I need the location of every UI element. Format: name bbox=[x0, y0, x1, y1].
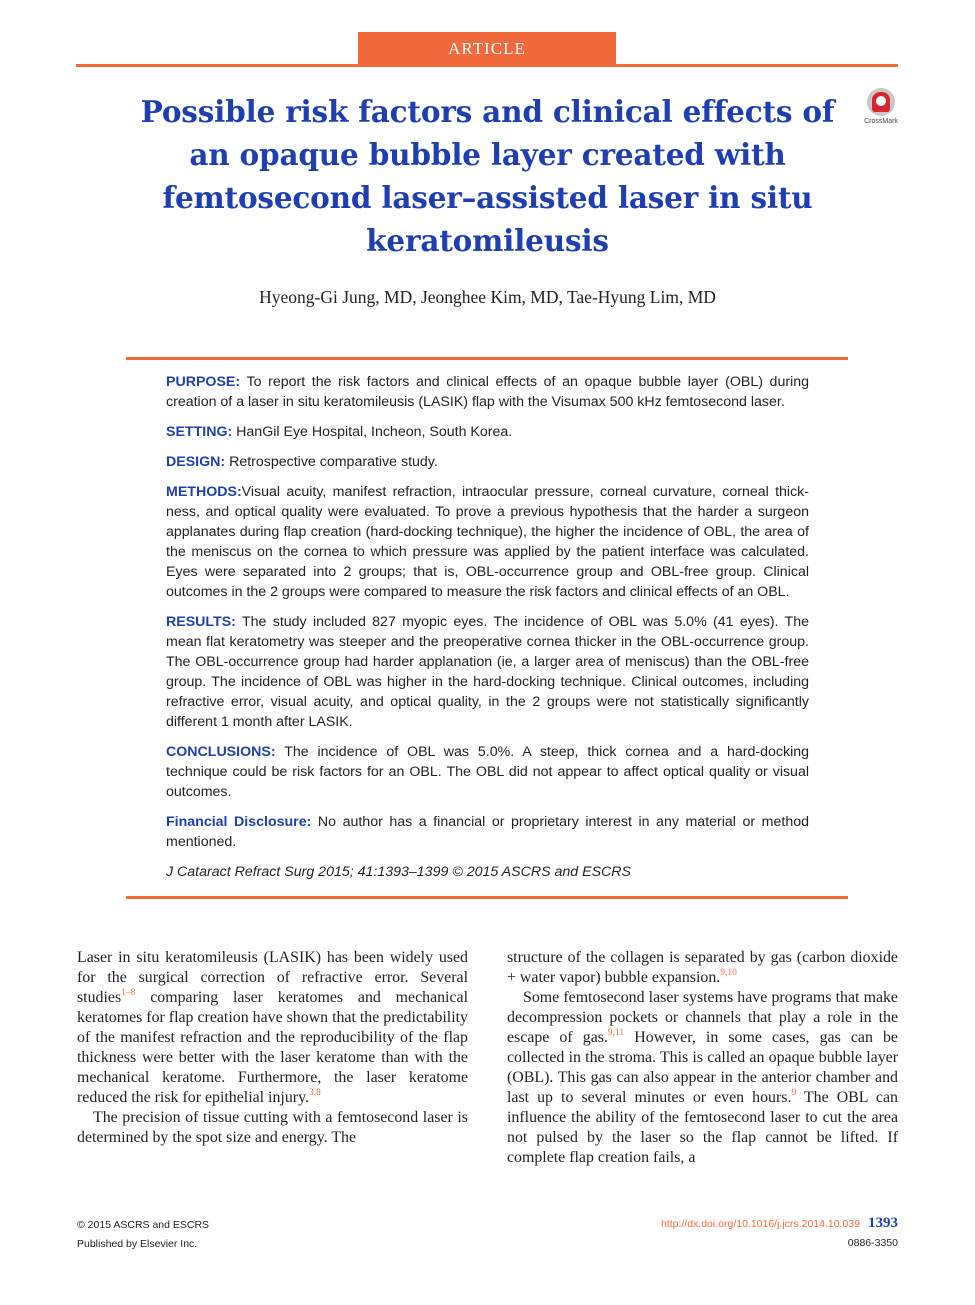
results-label: RESULTS: bbox=[166, 614, 236, 630]
section-label: ARTICLE bbox=[358, 32, 616, 64]
conclusions-label: CONCLUSIONS: bbox=[166, 744, 276, 760]
doi-line bbox=[661, 1214, 898, 1234]
purpose-label: PURPOSE: bbox=[166, 374, 241, 390]
body-text: comparing laser keratomes and mechanical keratomes for flap creation have shown that the predictability of the manifest refraction and the reproducibility of the flap thickness were better with the laser keratome than with the mechanical keratome. Furthermore, the laser keratome reduced the risk for epithelial injury. bbox=[77, 989, 468, 1106]
article-title: Possible risk factors and clinical effects of an opaque bubble layer created with femtosecond laser–assisted laser in situ keratomileusis bbox=[140, 94, 835, 258]
body-paragraph: The precision of tissue cutting with a femtosecond laser is determined by the spot size and energy. The bbox=[77, 1109, 468, 1146]
abstract-conclusions bbox=[166, 742, 809, 802]
doi-link[interactable]: http://dx.doi.org/10.1016/j.jcrs.2014.10.039 bbox=[660, 1218, 860, 1230]
disclosure-text: No author has a financial or proprietary interest in any material or method mentioned. bbox=[166, 814, 809, 850]
results-text: The study included 827 myopic eyes. The incidence of OBL was 5.0% (41 eyes). The mean flat keratometry was steeper and the preoperative cornea thicker in the OBL-occurrence group. The OBL-occurrence group had harder applanation (ie, a larger area of meniscus) than the OBL-free group. The incidence of OBL was higher in the hard-docking technique. Clinical outcomes, including refractive error, visual acuity, and optical quality, in the 2 groups were not statistically significantly different 1 month after LASIK. bbox=[166, 614, 810, 730]
body-paragraph bbox=[507, 988, 898, 1168]
abstract-design bbox=[166, 452, 809, 472]
body-column-left bbox=[77, 948, 468, 1148]
abstract bbox=[166, 372, 809, 892]
abstract-bottom-rule bbox=[126, 896, 848, 899]
methods-text: Visual acuity, manifest refraction, intraocular pressure, corneal curvature, corneal thickness, and optical quality were evaluated. To prove a previous hypothesis that the harder a surgeon applanates during flap creation (hard-docking technique), the higher the incidence of OBL, the area of the meniscus on the cornea to which pressure was applied by the patient interface was calculated. Eyes were separated into 2 groups; that is, OBL-occurrence group and OBL-free group. Clinical outcomes in the 2 groups were compared to measure the risk factors and clinical effects of an OBL. bbox=[166, 484, 809, 600]
body-text: Some femtosecond laser systems have programs that make decompression pockets or channels that play a role in the escape of gas. bbox=[507, 989, 898, 1046]
publisher-notice: Published by Elsevier Inc. bbox=[77, 1238, 198, 1250]
footer-left bbox=[77, 1216, 209, 1254]
crossmark-center bbox=[876, 96, 886, 106]
abstract-disclosure bbox=[166, 812, 809, 852]
reference-link[interactable]: 9 bbox=[791, 1088, 797, 1098]
disclosure-label: Financial Disclosure: bbox=[166, 814, 312, 830]
author-list: Hyeong-Gi Jung, MD, Jeonghee Kim, MD, Tae-Hyung Lim, MD bbox=[259, 287, 716, 307]
methods-label: METHODS: bbox=[166, 484, 242, 500]
body-text: The OBL can influence the ability of the femtosecond laser to cut the area not pulsed by the laser so the flap cannot be lifted. If complete flap creation fails, a bbox=[507, 1089, 898, 1166]
body-text: structure of the collagen is separated by gas (carbon dioxide + water vapor) bubble expansion. bbox=[507, 949, 898, 986]
conclusions-text: The incidence of OBL was 5.0%. A steep, thick cornea and a hard-docking technique could be risk factors for an OBL. The OBL did not appear to affect optical quality or visual outcomes. bbox=[166, 744, 809, 800]
setting-label: SETTING: bbox=[166, 424, 233, 440]
abstract-purpose bbox=[166, 372, 809, 412]
header-rule bbox=[76, 64, 898, 67]
body-paragraph bbox=[507, 948, 898, 988]
reference-link[interactable]: 9,11 bbox=[607, 1028, 625, 1038]
purpose-text: To report the risk factors and clinical effects of an opaque bubble layer (OBL) during creation of a laser in situ keratomileusis (LASIK) flap with the Visumax 500 kHz femtosecond laser. bbox=[166, 374, 810, 410]
reference-link[interactable]: 1–8 bbox=[121, 988, 136, 998]
journal-citation: J Cataract Refract Surg 2015; 41:1393–1399 © 2015 ASCRS and ESCRS bbox=[166, 864, 631, 880]
body-text: However, in some cases, gas can be collected in the stroma. This is called an opaque bubble layer (OBL). This gas can also appear in the anterior chamber and last up to several minutes or even hours. bbox=[507, 1029, 898, 1106]
abstract-results bbox=[166, 612, 809, 732]
reference-link[interactable]: 3,8 bbox=[308, 1088, 321, 1098]
design-label: DESIGN: bbox=[166, 454, 226, 470]
abstract-setting bbox=[166, 422, 809, 442]
crossmark-label: CrossMark bbox=[864, 118, 898, 125]
setting-text: HanGil Eye Hospital, Incheon, South Korea. bbox=[236, 424, 513, 440]
page-number: 1393 bbox=[868, 1215, 898, 1231]
abstract-top-rule bbox=[126, 357, 848, 360]
body-column-right bbox=[507, 948, 898, 1168]
reference-link[interactable]: 9,10 bbox=[720, 968, 737, 978]
copyright-notice: © 2015 ASCRS and ESCRS bbox=[77, 1219, 210, 1231]
body-paragraph bbox=[77, 948, 468, 1108]
issn: 0886-3350 bbox=[847, 1237, 898, 1249]
footer-right bbox=[661, 1214, 898, 1253]
design-text: Retrospective comparative study. bbox=[229, 454, 438, 470]
crossmark-icon[interactable] bbox=[862, 88, 900, 132]
body-text: Laser in situ keratomileusis (LASIK) has been widely used for the surgical correction of refractive error. Several studies bbox=[77, 949, 468, 1006]
abstract-methods bbox=[166, 482, 809, 602]
